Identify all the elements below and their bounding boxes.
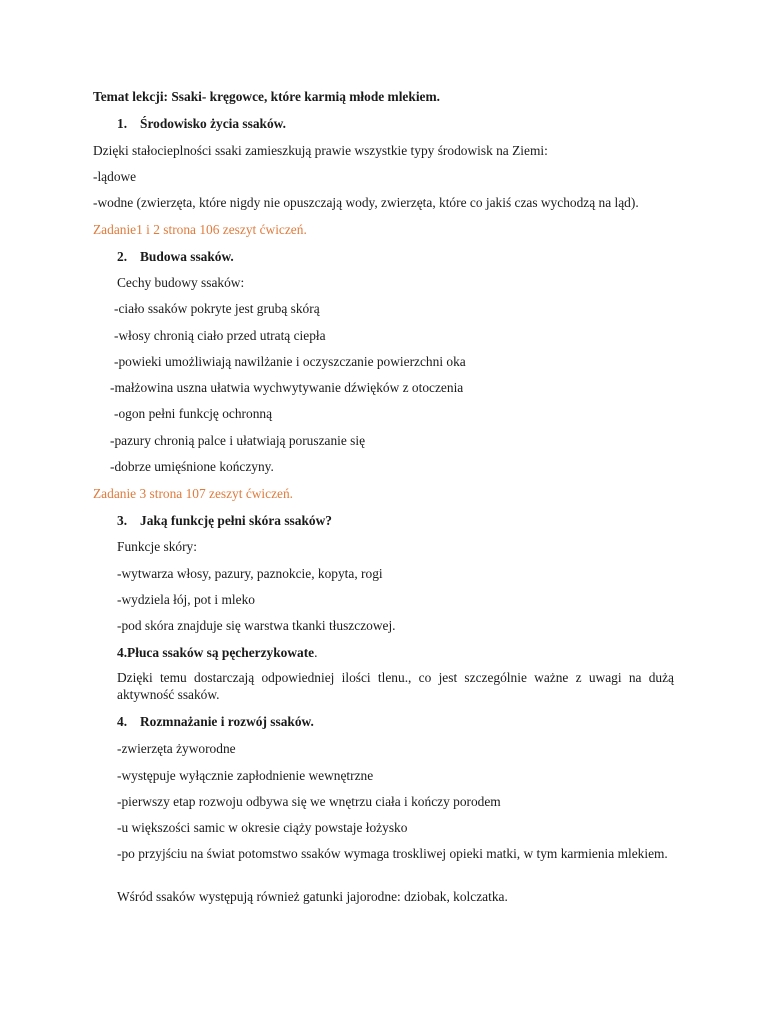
section-2-item: -ciało ssaków pokryte jest grubą skórą xyxy=(114,301,320,316)
section-4b-number: 4. xyxy=(117,714,128,729)
section-4b-heading: Rozmnażanie i rozwój ssaków. xyxy=(140,714,314,729)
section-2-item: -ogon pełni funkcję ochronną xyxy=(114,406,273,421)
section-2-item: -pazury chronią palce i ułatwiają poruszanie się xyxy=(110,433,366,448)
section-4b-item: -po przyjściu na świat potomstwo ssaków wymaga troskliwej opieki matki, w tym karmienia mlekiem. xyxy=(117,846,668,861)
section-4a-heading-period: . xyxy=(314,645,318,660)
section-4b-item: -pierwszy etap rozwoju odbywa się we wnętrzu ciała i kończy porodem xyxy=(117,794,501,809)
section-4a-paragraph: Dzięki temu dostarczają odpowiedniej ilości tlenu., co jest szczególnie ważne z uwagi na dużą aktywność ssaków. xyxy=(117,670,674,702)
section-2-heading: Budowa ssaków. xyxy=(140,249,234,264)
section-2-item: -włosy chronią ciało przed utratą ciepła xyxy=(114,328,326,343)
section-4b-item: -występuje wyłącznie zapłodnienie wewnętrzne xyxy=(117,768,374,783)
section-3-heading: Jaką funkcję pełni skóra ssaków? xyxy=(140,513,332,528)
section-4b-note: Wśród ssaków występują również gatunki jajorodne: dziobak, kolczatka. xyxy=(117,889,508,904)
section-4b-item: -u większości samic w okresie ciąży powstaje łożysko xyxy=(117,820,408,835)
section-2-intro: Cechy budowy ssaków: xyxy=(117,275,245,290)
section-3-item: -wydziela łój, pot i mleko xyxy=(117,592,255,607)
section-2-number: 2. xyxy=(117,249,128,264)
section-3-intro: Funkcje skóry: xyxy=(117,539,197,554)
section-2-item: -małżowina uszna ułatwia wychwytywanie dźwięków z otoczenia xyxy=(110,380,464,395)
section-2-item: -dobrze umięśnione kończyny. xyxy=(110,459,274,474)
section-3-item: -pod skóra znajduje się warstwa tkanki tłuszczowej. xyxy=(117,618,396,633)
section-1-intro: Dzięki stałocieplności ssaki zamieszkują prawie wszystkie typy środowisk na Ziemi: xyxy=(93,143,548,158)
section-3-item: -wytwarza włosy, pazury, paznokcie, kopyta, rogi xyxy=(117,566,383,581)
section-4a-heading-line xyxy=(117,644,318,661)
section-2-task: Zadanie 3 strona 107 zeszyt ćwiczeń. xyxy=(93,486,294,501)
section-1-item: -wodne (zwierzęta, które nigdy nie opuszczają wody, zwierzęta, które co jakiś czas wychodzą na ląd). xyxy=(93,195,639,210)
section-2-item: -powieki umożliwiają nawilżanie i oczyszczanie powierzchni oka xyxy=(114,354,466,369)
lesson-title: Temat lekcji: Ssaki- kręgowce, które karmią młode mlekiem. xyxy=(93,89,440,104)
section-1-item: -lądowe xyxy=(93,169,137,184)
section-1-heading: Środowisko życia ssaków. xyxy=(140,116,286,131)
section-3-number: 3. xyxy=(117,513,128,528)
section-1-task: Zadanie1 i 2 strona 106 zeszyt ćwiczeń. xyxy=(93,222,307,237)
section-4a-heading: 4.Płuca ssaków są pęcherzykowate xyxy=(117,645,315,660)
section-1-number: 1. xyxy=(117,116,128,131)
section-4b-item: -zwierzęta żyworodne xyxy=(117,741,236,756)
